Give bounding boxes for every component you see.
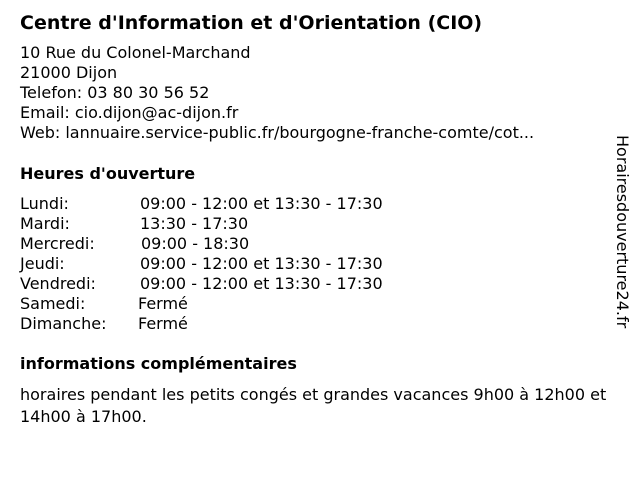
contact-block [20, 43, 534, 143]
day-hours: 09:00 - 18:30 [141, 234, 250, 253]
day-label: Dimanche: [20, 314, 107, 333]
day-label: Lundi: [20, 194, 69, 213]
info-text: horaires pendant les petits congés et grandes vacances 9h00 à 12h00 et 14h00 à 17h00. [20, 385, 607, 426]
site-credit: Horairesdouverture24.fr [613, 135, 632, 329]
day-label: Vendredi: [20, 274, 96, 293]
day-hours: 09:00 - 12:00 et 13:30 - 17:30 [140, 274, 383, 293]
contact-email: Email: cio.dijon@ac-dijon.fr [20, 103, 239, 122]
hours-heading: Heures d'ouverture [20, 164, 196, 183]
day-label: Mercredi: [20, 234, 95, 253]
day-hours: Fermé [138, 314, 188, 333]
day-hours: 09:00 - 12:00 et 13:30 - 17:30 [140, 194, 383, 213]
contact-city: 21000 Dijon [20, 63, 118, 82]
day-hours: Fermé [138, 294, 188, 313]
day-label: Jeudi: [20, 254, 65, 273]
day-hours: 13:30 - 17:30 [140, 214, 249, 233]
day-label: Samedi: [20, 294, 86, 313]
day-label: Mardi: [20, 214, 70, 233]
page-title: Centre d'Information et d'Orientation (CIO) [20, 12, 483, 34]
contact-web: Web: lannuaire.service-public.fr/bourgogne-franche-comte/cot... [20, 123, 535, 142]
contact-street: 10 Rue du Colonel-Marchand [20, 43, 251, 62]
day-hours: 09:00 - 12:00 et 13:30 - 17:30 [140, 254, 383, 273]
info-heading: informations complémentaires [20, 354, 297, 373]
contact-phone: Telefon: 03 80 30 56 52 [20, 83, 210, 102]
